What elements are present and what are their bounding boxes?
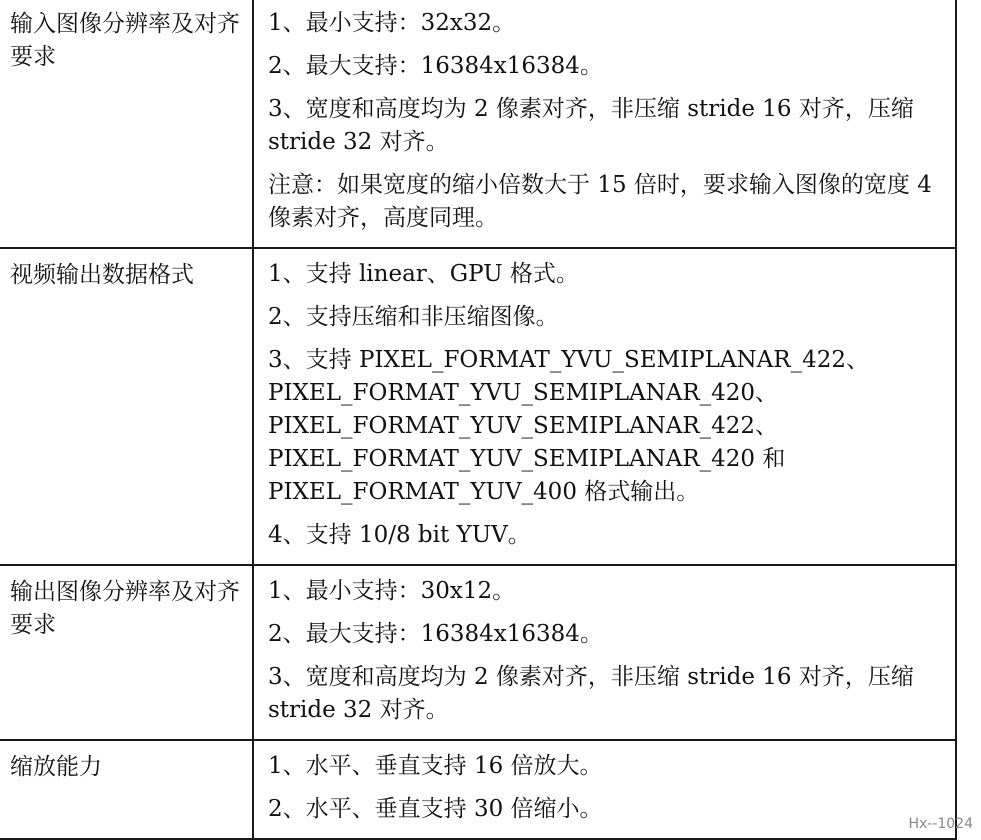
row-name-cell bbox=[0, 740, 253, 839]
desc-item: 2、水平、垂直支持 30 倍缩小。 bbox=[268, 796, 603, 822]
row-name-cell bbox=[0, 248, 253, 565]
desc-note: 注意：如果宽度的缩小倍数大于 15 倍时，要求输入图像的宽度 4 像素对齐，高度同理。 bbox=[268, 172, 932, 231]
row-name-cell bbox=[0, 0, 253, 248]
desc-item: 3、宽度和高度均为 2 像素对齐，非压缩 stride 16 对齐，压缩 stride 32 对齐。 bbox=[268, 664, 914, 723]
row-desc-cell bbox=[253, 248, 956, 565]
desc-item: 1、最小支持：32x32。 bbox=[268, 10, 516, 36]
desc-item: 3、宽度和高度均为 2 像素对齐，非压缩 stride 16 对齐，压缩 stride 32 对齐。 bbox=[268, 96, 914, 155]
desc-item: 2、最大支持：16384x16384。 bbox=[268, 53, 603, 79]
table-row bbox=[0, 248, 956, 565]
row-desc-cell bbox=[253, 565, 956, 740]
desc-item: 2、支持压缩和非压缩图像。 bbox=[268, 304, 559, 330]
row-name: 输入图像分辨率及对齐要求 bbox=[10, 11, 240, 70]
row-name-cell bbox=[0, 565, 253, 740]
row-desc-cell bbox=[253, 740, 956, 839]
desc-item: 1、支持 linear、GPU 格式。 bbox=[268, 261, 579, 287]
desc-item: 1、水平、垂直支持 16 倍放大。 bbox=[268, 753, 603, 779]
table-row bbox=[0, 565, 956, 740]
desc-item: 1、最小支持：30x12。 bbox=[268, 578, 516, 604]
row-name: 缩放能力 bbox=[10, 754, 102, 780]
desc-item: 3、支持 PIXEL_FORMAT_YVU_SEMIPLANAR_422、 PIXEL_FORMAT_YVU_SEMIPLANAR_420、 PIXEL_FORMAT_YUV_SEMIPLANAR_422、 PIXEL_FORMAT_YUV_SEMIPLANAR_420 和 PIXEL_FORMAT_YUV_400 格式输出。 bbox=[268, 347, 869, 505]
row-desc-cell bbox=[253, 0, 956, 248]
desc-item: 4、支持 10/8 bit YUV。 bbox=[268, 522, 531, 548]
desc-item: 2、最大支持：16384x16384。 bbox=[268, 621, 603, 647]
row-name: 视频输出数据格式 bbox=[10, 262, 194, 288]
row-name: 输出图像分辨率及对齐要求 bbox=[10, 579, 240, 638]
watermark: Hx--1024 bbox=[908, 816, 973, 832]
table-row bbox=[0, 740, 956, 839]
table-row bbox=[0, 0, 956, 248]
